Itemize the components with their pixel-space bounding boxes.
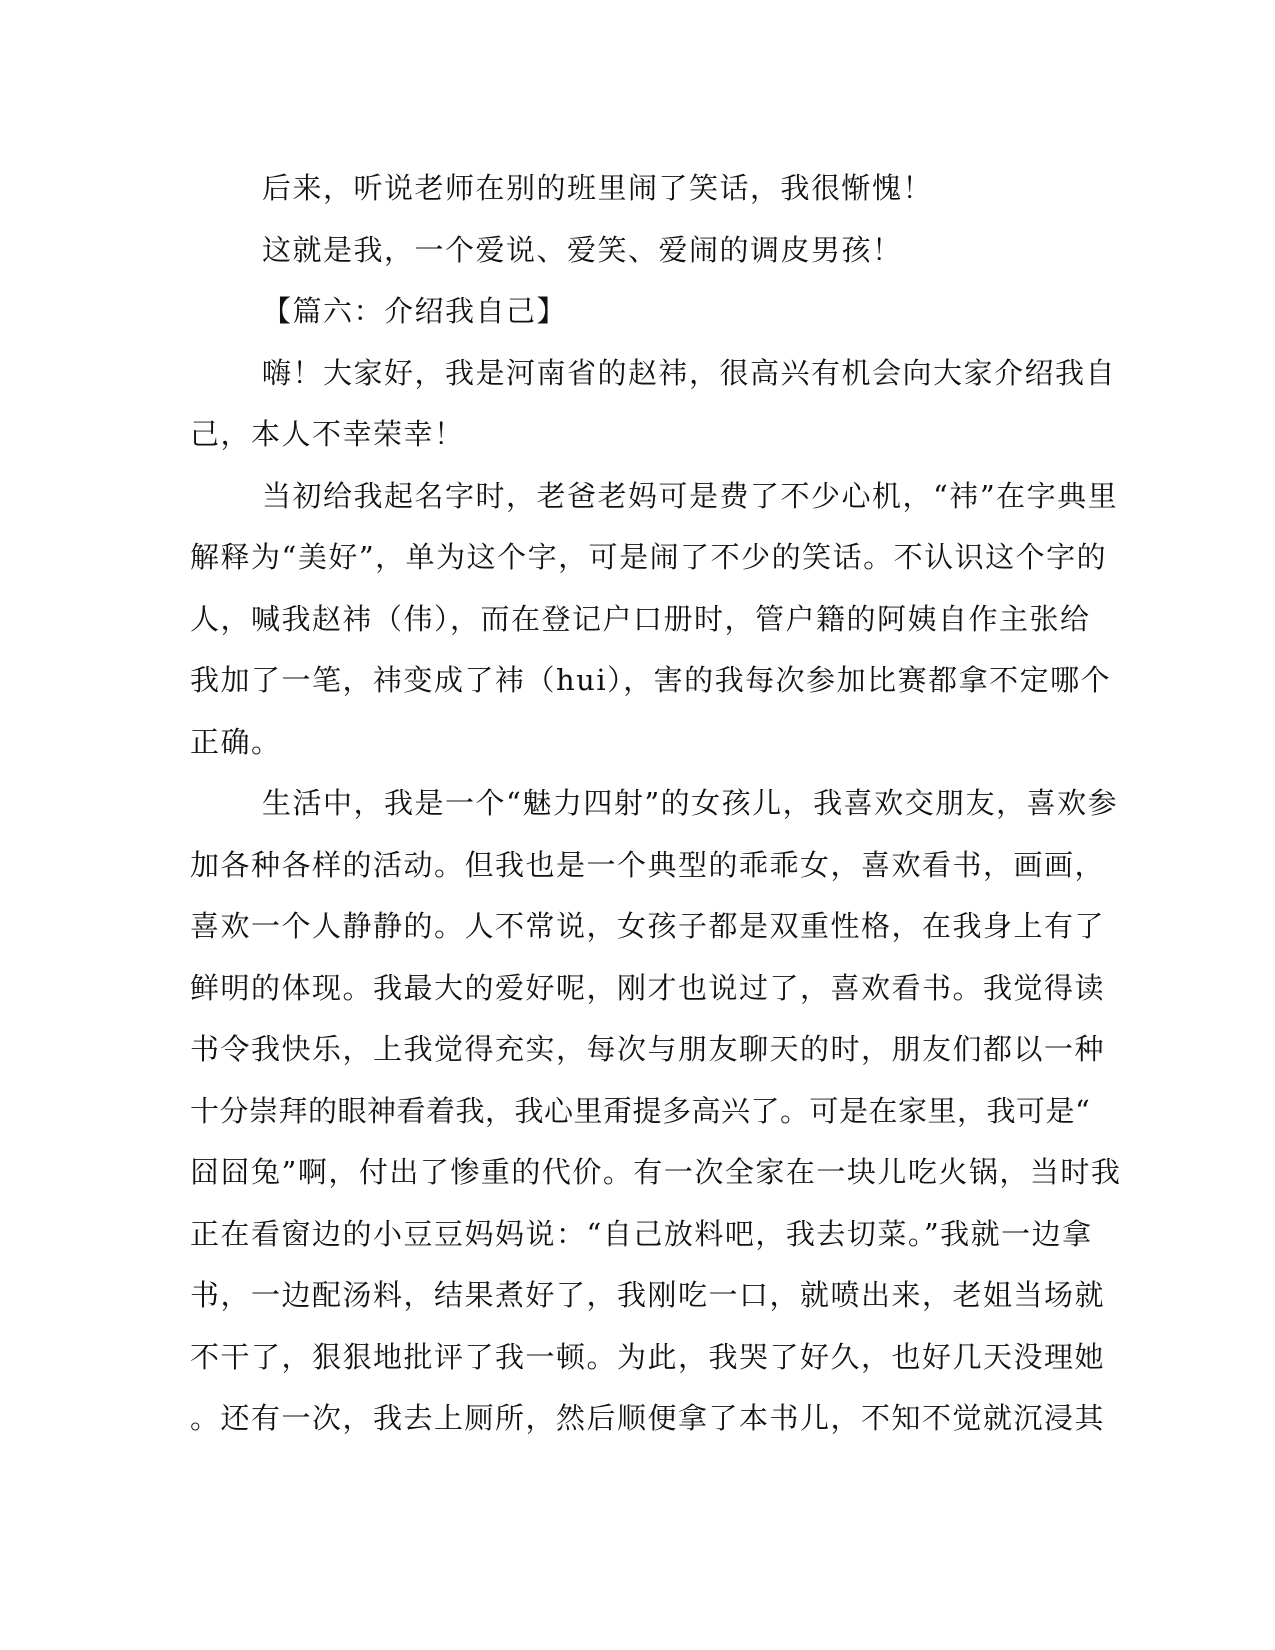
paragraph-line: 解释为“美好”，单为这个字，可是闹了不少的笑话。不认识这个字的 [190,540,1108,574]
paragraph-line: 囧囧兔”啊，付出了惨重的代价。有一次全家在一块儿吃火锅，当时我 [190,1155,1122,1189]
paragraph-line: 己，本人不幸荣幸！ [190,417,465,451]
section-heading: 【篇六：介绍我自己】 [262,294,568,328]
paragraph-line: 后来，听说老师在别的班里闹了笑话，我很惭愧！ [262,171,934,205]
document-body [190,158,1122,1450]
paragraph-line: 正确。 [190,724,282,759]
paragraph-line: 喜欢一个人静静的。人不常说，女孩子都是双重性格，在我身上有了 [190,909,1106,943]
paragraph-line: 不干了，狠狠地批评了我一顿。为此，我哭了好久，也好几天没理她 [190,1339,1106,1374]
paragraph-line: 鲜明的体现。我最大的爱好呢，刚才也说过了，喜欢看书。我觉得读 [190,970,1106,1005]
paragraph-line: 加各种各样的活动。但我也是一个典型的乖乖女，喜欢看书，画画， [190,847,1106,882]
paragraph-line: 我加了一笔，祎变成了袆（hui），害的我每次参加比赛都拿不定哪个 [190,663,1112,697]
paragraph-line: 书，一边配汤料，结果煮好了，我刚吃一口，就喷出来，老姐当场就 [190,1278,1106,1312]
paragraph-line: 这就是我，一个爱说、爱笑、爱闹的调皮男孩！ [262,232,903,267]
paragraph-line: 人，喊我赵祎（伟），而在登记户口册时，管户籍的阿姨自作主张给 [190,601,1091,636]
paragraph-line: 书令我快乐，上我觉得充实，每次与朋友聊天的时，朋友们都以一种 [190,1032,1106,1066]
paragraph-line: 正在看窗边的小豆豆妈妈说：“自己放料吧，我去切菜。”我就一边拿 [190,1216,1093,1251]
paragraph-line: 嗨！大家好，我是河南省的赵祎，很高兴有机会向大家介绍我自 [262,355,1117,390]
paragraph-line: 当初给我起名字时，老爸老妈可是费了不少心机，“祎”在字典里 [262,478,1119,513]
paragraph-line: 十分崇拜的眼神看着我，我心里甭提多高兴了。可是在家里，我可是“ [190,1093,1091,1128]
paragraph-line: 生活中，我是一个“魅力四射”的女孩儿，我喜欢交朋友，喜欢参 [262,786,1119,820]
paragraph-line: 。还有一次，我去上厕所，然后顺便拿了本书儿，不知不觉就沉浸其 [190,1401,1106,1435]
